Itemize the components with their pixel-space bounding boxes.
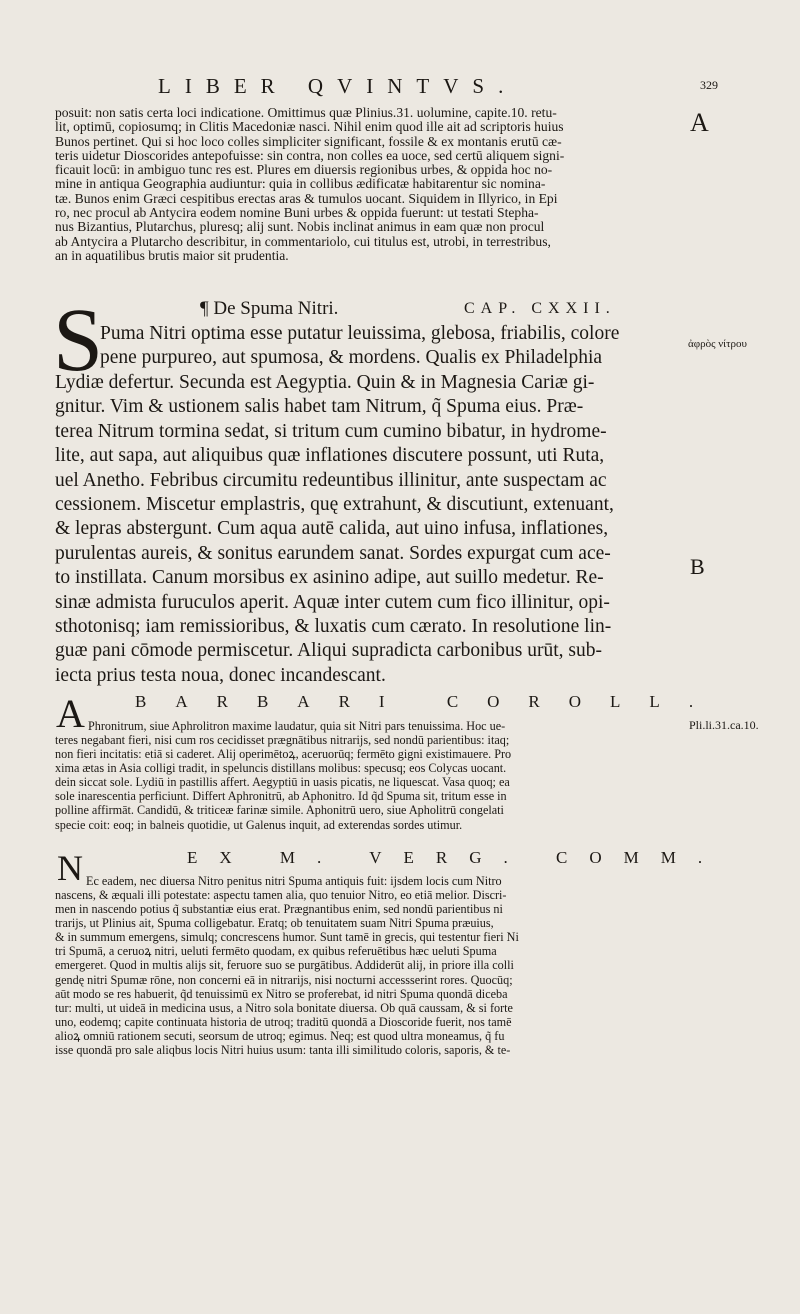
text-line: gnitur. Vim & ustionem salis habet tam Nitrum, q̃ Spuma eius. Præ-: [55, 396, 584, 418]
text-line: aūt modo se res habuerit, q̃d tenuissimū ex Nitro se proferebat, id nitri Spuma quondā diceba: [55, 986, 508, 1001]
text-line: dein siccat sole. Lydiū in pastillis affert. Aegyptiū in uasis picatis, ne liquescat. Vasa quoq; ea: [55, 775, 510, 790]
margin-greek-note: ἀφρὸς νίτρου: [688, 338, 747, 350]
top-commentary: [55, 106, 683, 263]
text-line: purulentas aureis, & sonitus earundem sanat. Sordes expurgat cum ace-: [55, 542, 611, 564]
folio-number: 329: [700, 78, 718, 92]
text-line: teris uidetur Dioscorides antepofuisse: sin contra, non colles ea uoce, sed certū aliquem signi-: [55, 148, 565, 163]
text-line: non fieri incitatis: etiā si caderet. Alij operimētoꝝ, aceruorūq; fermēto gigni existimauere. Pro: [55, 747, 512, 762]
text-line: Phronitrum, siue Aphrolitron maxime laudatur, quia sit Nitri pars tenuissima. Hoc ue-: [88, 719, 506, 733]
text-line: & in summum emergens, simulq; concrescens humor. Sunt tamē in grecis, qui testentur fieri Ni: [55, 930, 519, 945]
text-line: iecta prius testa noua, donec incandescant.: [55, 664, 386, 686]
text-line: uel Anetho. Febribus circumitu redeuntibus illinitur, ante suspectam ac: [55, 469, 607, 491]
text-line: cessionem. Miscetur emplastris, quę extrahunt, & discutiunt, extenuant,: [55, 494, 614, 516]
margin-letter-b: B: [690, 554, 705, 579]
main-text: [55, 371, 686, 688]
drop-cap-a: A: [56, 691, 85, 736]
text-line: terea Nitrum tormina sedat, si tritum cum cumino bibatur, in hydrome-: [55, 420, 607, 442]
barbari-heading-text: BARBARI COROLL.: [135, 692, 723, 711]
text-line: ficauit locū: in ambiguo tunc res est. Plures em diuersis regionibus urbes, & oppida hoc no-: [55, 163, 553, 178]
text-line: pene purpureo, aut spumosa, & mordens. Qualis ex Philadelphia: [100, 347, 603, 369]
text-line: ro, nec procul ab Antycira eodem nomine Buni urbes & oppida fuerunt: ut testati Stepha-: [55, 206, 539, 221]
text-line: tri Spumā, a ceruoꝝ nitri, ueluti fermēto quodam, ex quibus referuētibus hæc ueluti Spuma: [55, 944, 497, 959]
margin-letter-a: A: [690, 108, 709, 137]
text-line: xima ætas in Asia colligi tradit, in speluncis distillans molibus: specusq; eos Colycas uocant.: [55, 761, 507, 776]
text-line: lite, aut sapa, aut aliquibus quæ inflationes discutere possunt, uti Ruta,: [55, 445, 605, 467]
text-line: isse quondā pro sale aliqbus locis Nitri huius usum: tanta illi similitudo coloris, saporis, & te-: [55, 1043, 511, 1058]
text-line: sthotonisq; iam remissioribus, & luxatis cum cærato. In resolutione lin-: [55, 616, 612, 638]
text-line: specie coit: eoq; in balneis quotidie, ut Galenus inquit, ad exterendas sordes utimur.: [55, 817, 463, 832]
running-head: LIBER QVINTVS.: [158, 74, 518, 98]
text-line: sole inarescentia perficiunt. Differt Aphronitrū, ab Aphonitro. Id q̃d Spuma sit, tritum esse in: [55, 789, 507, 804]
barbari-first-line: [88, 719, 684, 733]
vergilius-first-line: [86, 874, 684, 888]
vergilius-text: [55, 888, 684, 1057]
text-line: alioꝝ omniū rationem secuti, seorsum de utroq; egimus. Neq; est quod ultra moneamus, q̃ fu: [55, 1028, 505, 1043]
text-line: tur: multi, ut uideā in medicina usus, a Nitro sola bonitate diuersa. Ob quā caussam, & si forte: [55, 1000, 513, 1015]
drop-cap-n: N: [57, 848, 83, 888]
text-line: mine in antiqua Geographia audiuntur: quia in collibus ædificatæ habitarentur sic nomina-: [55, 177, 546, 192]
text-line: polline affirmāt. Candidū, & triticeæ farinæ simile. Aphonitrū uero, siue Apholitrū congelati: [55, 803, 504, 818]
text-line: Bunos pertinet. Qui si hoc loco colles simpliciter significant, fossile & ex montanis erutū cæ-: [55, 134, 562, 149]
chapter-title: ¶ De Spuma Nitri.: [200, 298, 339, 319]
text-line: nus Bizantius, Plutarchus, pluresq; alij sunt. Nobis inclinat animus in eam quæ non procul: [55, 220, 545, 235]
text-line: Puma Nitri optima esse putatur leuissima, glebosa, friabilis, colore: [100, 323, 620, 344]
text-line: trarijs, ut Plinius ait, Spuma colligebatur. Eratq; ob tenuitatem suam Nitri Spuma præuius,: [55, 916, 494, 931]
text-line: lit, optimū, copiosumq; in Clitis Macedoniæ nasci. Nihil enim quod ille ait ad scriptoris huius: [55, 120, 564, 135]
text-line: men in nascendo potius q̃ substantiæ eius erat. Prægnantibus enim, sed nondū parientibus ni: [55, 902, 503, 917]
text-line: & lepras abstergunt. Cum aqua autē calida, aut uino infusa, inflationes,: [55, 518, 609, 540]
text-line: uno, eodemq; capite continuata historia de utroq; traditū quondā a Dioscoride fuerit, nos tamē: [55, 1014, 512, 1029]
text-line: nascens, & æquali illi potestate: aspectu tamen alia, quo tenuior Nitro, eo etiā melior. Discri-: [55, 888, 507, 902]
text-line: an in aquatilibus brutis maior sit prudentia.: [55, 248, 289, 263]
text-line: Ec eadem, nec diuersa Nitro penitus nitri Spuma antiquis fuit: ijsdem locis cum Nitro: [86, 874, 502, 888]
text-line: tæ. Bunos enim Græci cespitibus erectas aras & tumulos uocant. Siquidem in Illyrico, in Epi: [55, 191, 558, 206]
text-line: gendę nitri Spumæ rōne, non concerni eā in nitrarijs, nisi nocturni accessserint rores. Quocūq;: [55, 972, 513, 987]
text-line: emergeret. Quod in multis alijs sit, feruore suo se purgātibus. Addiderūt alij, in priore illa colli: [55, 958, 514, 973]
drop-cap-s: S: [53, 291, 104, 390]
text-line: to instillata. Canum morsibus ex asinino adipe, aut suillo medetur. Re-: [55, 567, 604, 589]
chapter-heading: [200, 298, 690, 320]
text-line: Lydiæ defertur. Secunda est Aegyptia. Quin & in Magnesia Cariæ gi-: [55, 372, 595, 393]
text-line: posuit: non satis certa loci indicatione. Omittimus quæ Plinius.31. uolumine, capite.10. retu-: [55, 106, 557, 120]
vergilius-heading-text: EX M. VERG. COMM.: [187, 848, 725, 867]
main-text-indented: [100, 322, 686, 371]
barbari-heading: [55, 692, 723, 714]
margin-pliny-reference: Pli.li.31.ca.10.: [689, 718, 759, 732]
barbari-text: [55, 733, 684, 832]
text-line: guæ pani cōmode permiscetur. Aliqui supradicta carbonibus urūt, sub-: [55, 640, 602, 662]
chapter-number: CAP. CXXII.: [464, 300, 616, 317]
vergilius-heading: [55, 848, 725, 868]
text-line: teres negabant fieri, nisi cum ros cecidisset prægnātibus nitrarijs, sed nondū parientibus: itaq;: [55, 733, 510, 747]
text-line: sinæ admista furuculos aperit. Aquæ inter cutem cum fico illinitur, opi-: [55, 591, 610, 613]
text-line: ab Antycira a Plutarcho describitur, in commentariolo, cui titulus est, utrobi, in terrestribus,: [55, 234, 551, 249]
page-header: [0, 74, 800, 104]
